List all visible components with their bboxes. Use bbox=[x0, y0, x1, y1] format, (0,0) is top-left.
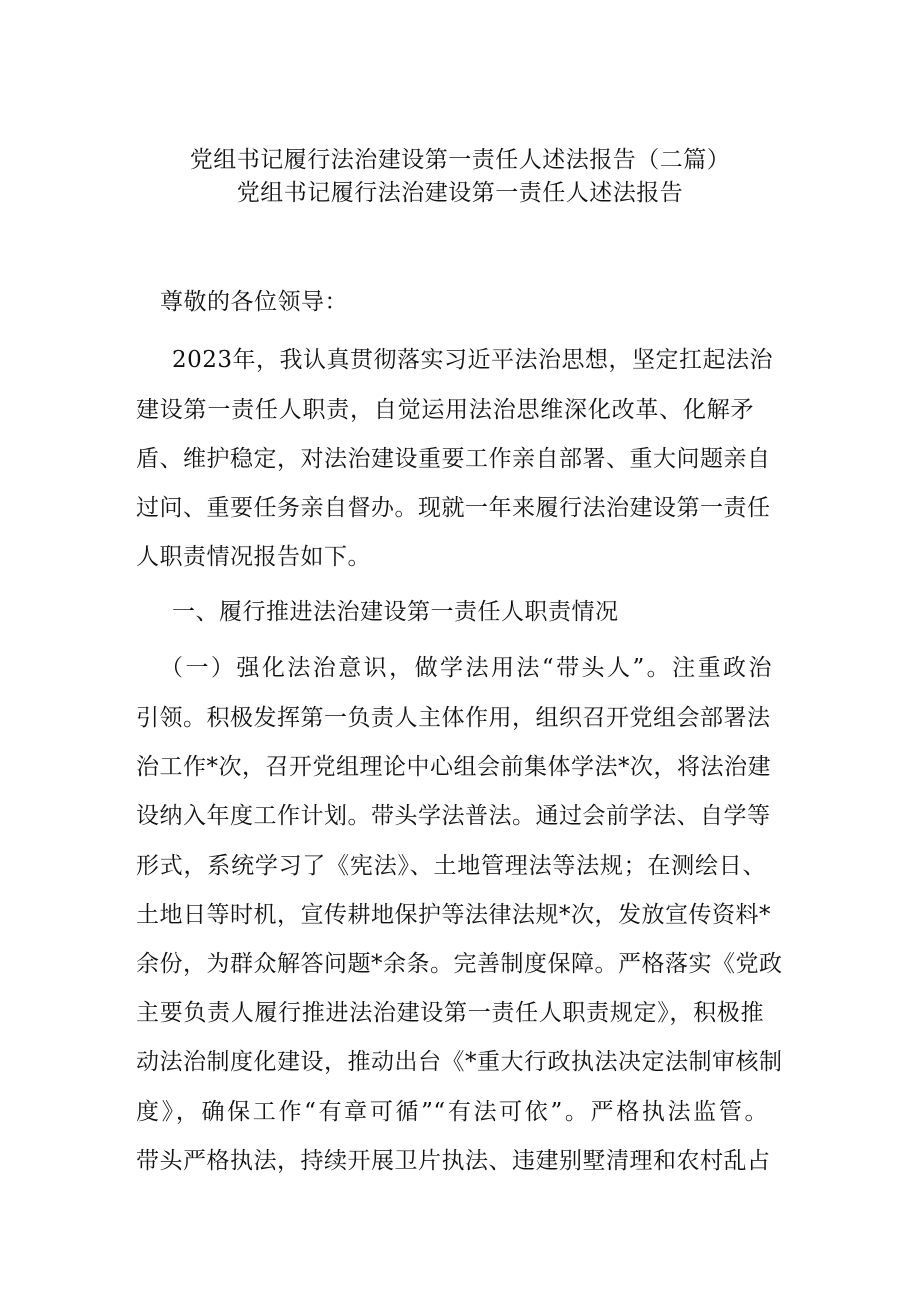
paragraph-line: 主要负责人履行推进法治建设第一责任人职责规定》，积极推 bbox=[136, 1000, 764, 1026]
paragraph-line: 余份，为群众解答问题*余条。完善制度保障。严格落实《党政 bbox=[136, 951, 783, 977]
paragraph-line: 动法治制度化建设，推动出台《*重大行政执法决定法制审核制 bbox=[136, 1049, 783, 1075]
document-subtitle: 党组书记履行法治建设第一责任人述法报告 bbox=[236, 180, 684, 206]
paragraph-line: 建设第一责任人职责，自觉运用法治思维深化改革、化解矛 bbox=[136, 397, 754, 423]
paragraph-line: 2023年，我认真贯彻落实习近平法治思想，坚定扛起法治 bbox=[172, 347, 774, 373]
paragraph-line: 形式，系统学习了《宪法》、土地管理法等法规；在测绘日、 bbox=[136, 853, 766, 879]
paragraph-line: 度》，确保工作“有章可循”“有法可依”。严格执法监管。 bbox=[136, 1099, 768, 1125]
paragraph-line: 盾、维护稳定，对法治建设重要工作亲自部署、重大问题亲自 bbox=[136, 446, 771, 472]
paragraph-line: 土地日等时机，宣传耕地保护等法律法规*次，发放宣传资料* bbox=[136, 902, 771, 928]
paragraph-line: 治工作*次，召开党组理论中心组会前集体学法*次，将法治建 bbox=[136, 754, 771, 780]
salutation: 尊敬的各位领导： bbox=[160, 289, 348, 315]
paragraph-line: 引领。积极发挥第一负责人主体作用，组织召开党组会部署法 bbox=[136, 705, 771, 731]
paragraph-line: 人职责情况报告如下。 bbox=[136, 544, 371, 570]
section-heading: 一、履行推进法治建设第一责任人职责情况 bbox=[172, 599, 619, 625]
document-title: 党组书记履行法治建设第一责任人述法报告（二篇） bbox=[189, 147, 731, 173]
paragraph-line: 过问、重要任务亲自督办。现就一年来履行法治建设第一责任 bbox=[136, 495, 771, 521]
paragraph-line: 设纳入年度工作计划。带头学法普法。通过会前学法、自学等 bbox=[136, 803, 771, 829]
paragraph-line: （一）强化法治意识，做学法用法“带头人”。注重政治 bbox=[160, 655, 772, 681]
paragraph-line: 带头严格执法，持续开展卫片执法、违建别墅清理和农村乱占 bbox=[136, 1148, 771, 1174]
